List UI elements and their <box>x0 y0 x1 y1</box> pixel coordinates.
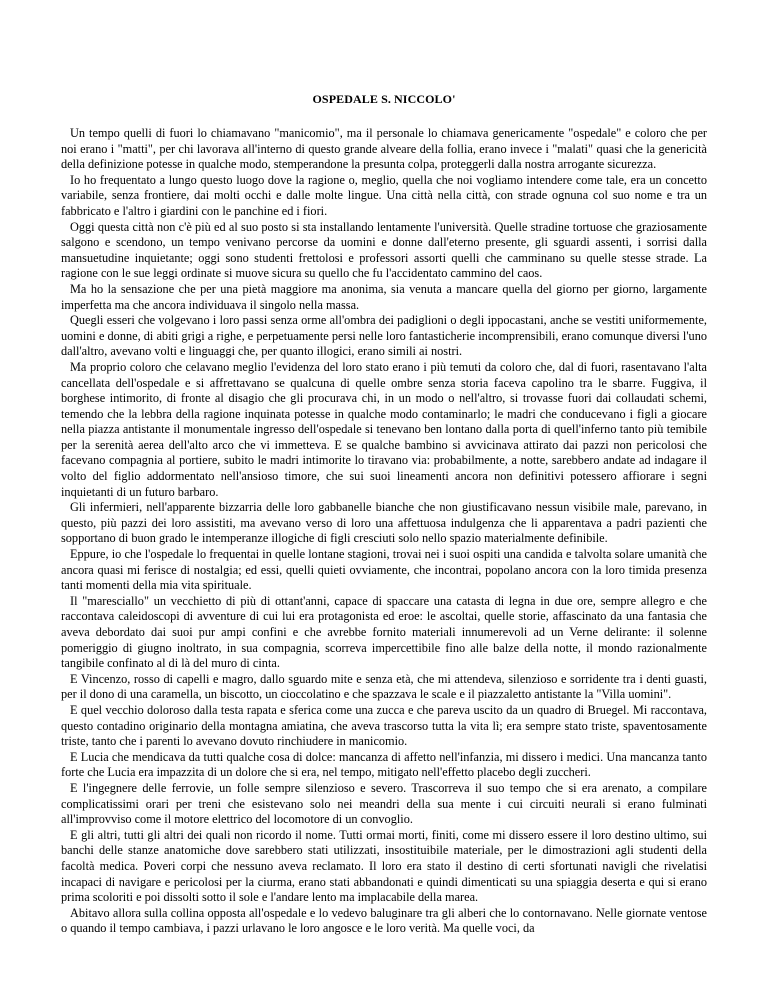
document-title: OSPEDALE S. NICCOLO' <box>312 92 456 106</box>
paragraph: Abitavo allora sulla collina opposta all'ospedale e lo vedevo baluginare tra gli alberi che lo contornavano. Nelle giornate ventose o quando il tempo cambiava, i pazzi urlavano le loro angosce e le loro verità. Ma quelle voci, da <box>61 905 707 936</box>
paragraph: E Vincenzo, rosso di capelli e magro, dallo sguardo mite e senza età, che mi attendeva, silenzioso e sorridente tra i denti guasti, per il dono di una caramella, un biscotto, un cioccolatino e che spazzava le scale e il piazzaletto antistante la "Villa uomini". <box>61 671 707 702</box>
paragraph: E gli altri, tutti gli altri dei quali non ricordo il nome. Tutti ormai morti, finiti, come mi dissero essere il loro destino ultimo, sui banchi delle stanze anatomiche dove sarebbero stati utilizzati, insostituibile materiale, per le dimostrazioni agli studenti della facoltà medica. Poveri corpi che nessuno aveva reclamato. Il loro era stato il destino di certi sfortunati navigli che rivelatisi incapaci di navigare e pericolosi per la ciurma, erano stati abbandonati e quindi dimenticati su una spiaggia deserta e qui si erano prima scoloriti e poi dissolti sotto il sole e l'andare lento ma implacabile della marea. <box>61 827 707 905</box>
document-page <box>61 0 707 994</box>
paragraph: E quel vecchio doloroso dalla testa rapata e sferica come una zucca e che pareva uscito da un quadro di Bruegel. Mi raccontava, questo contadino originario della montagna amiatina, che aveva trascorso tutta la vita lì; era sempre stato triste, spaventosamente triste, tanto che i parenti lo avevano dovuto rinchiudere in manicomio. <box>61 702 707 749</box>
paragraph: Un tempo quelli di fuori lo chiamavano "manicomio", ma il personale lo chiamava genericamente "ospedale" e coloro che per noi erano i "matti", per chi lavorava all'interno di questo grande alveare della follia, erano invece i "malati" quasi che la genericità della definizione potesse in qualche modo, stemperandone la presunta colpa, proteggerli dalla nostra arrogante sicurezza. <box>61 126 707 172</box>
paragraph: Ma ho la sensazione che per una pietà maggiore ma anonima, sia venuta a mancare quella del giorno per giorno, largamente imperfetta ma che ancora individuava il singolo nella massa. <box>61 281 707 312</box>
paragraph: Io ho frequentato a lungo questo luogo dove la ragione o, meglio, quella che noi vogliamo intendere come tale, era un concetto variabile, senza frontiere, dai molti occhi e dalle molte lingue. Una città nella città, con strade ognuna col suo nome e tra un fabbricato e l'altro i giardini con le panchine ed i fiori. <box>61 172 707 218</box>
paragraph: Ma proprio coloro che celavano meglio l'evidenza del loro stato erano i più temuti da coloro che, dal di fuori, rasentavano l'alta cancellata dell'ospedale e si affrettavano se qualcuna di quelle ombre senza storia faceva capolino tra le sbarre. Fuggiva, il borghese intimorito, di fronte al disagio che gli procurava chi, in un modo o nell'altro, si trovasse fuori dai collaudati schemi, temendo che la lebbra della ragione inquinata potesse in qualche modo contaminarlo; le madri che conducevano i figli a giocare nella piazza antistante il monumentale ingresso dell'ospedale si tenevano ben lontano dalla porta di quell'inferno tanto più temibile per la serenità aerea dell'alto arco che vi immetteva. E se qualche bambino si avvicinava attirato dai pazzi non pericolosi che facevano compagnia al portiere, subito le madri intimorite lo tiravano via: probabilmente, a notte, sarebbero andate ad indagare il volto del figlio addormentato nell'ansioso timore, che sui suoi lineamenti ancora non definitivi potessero affiorare i segni inquietanti di un futuro barbaro. <box>61 359 707 499</box>
paragraph: E Lucia che mendicava da tutti qualche cosa di dolce: mancanza di affetto nell'infanzia, mi dissero i medici. Una mancanza tanto forte che Lucia era impazzita di un dolore che si era, nel tempo, mitigato nell'effetto placebo degli zuccheri. <box>61 749 707 780</box>
document-body <box>61 126 707 937</box>
paragraph: Gli infermieri, nell'apparente bizzarria delle loro gabbanelle bianche che non giustificavano nessun visibile male, parevano, in questo, più pazzi dei loro assistiti, ma avevano verso di loro una affettuosa indulgenza che li apparentava a padri pazienti che sopportano di buon grado le intemperanze illogiche di figli cresciuti solo nello spazio materialmente definibile. <box>61 500 707 546</box>
paragraph: E l'ingegnere delle ferrovie, un folle sempre silenzioso e severo. Trascorreva il suo tempo che si era arenato, a compilare complicatissimi orari per treni che esistevano solo nei meandri della sua mente i cui circuiti neurali si erano fulminati all'improvviso come il motore elettrico del locomotore di un convoglio. <box>61 780 707 827</box>
paragraph: Quegli esseri che volgevano i loro passi senza orme all'ombra dei padiglioni o degli ippocastani, anche se vestiti uniformemente, uomini e donne, di abiti grigi a righe, e perpetuamente persi nelle loro fantasticherie incomprensibili, erano comunque diversi l'uno dall'altro, avevano volti e linguaggi che, per quanto illogici, erano simili ai nostri. <box>61 313 707 359</box>
paragraph: Il "maresciallo" un vecchietto di più di ottant'anni, capace di spaccare una catasta di legna in due ore, sempre allegro e che raccontava caleidoscopi di avventure di cui lui era protagonista ed eroe: le ascoltai, quelle storie, affascinato da una fantasia che aveva debordato dai suoi pur ampi confini e che avrebbe fornito materiali innumerevoli ad un Verne delirante: il solenne pomeriggio di giugno inoltrato, in sua compagnia, scorreva impercettibile fino alle balze della notte, il mondo razionalmente tangibile confinato al di là del muro di cinta. <box>61 593 707 671</box>
paragraph: Oggi questa città non c'è più ed al suo posto si sta installando lentamente l'università. Quelle stradine tortuose che graziosamente salgono e scendono, un tempo venivano percorse da uomini e donne dall'eterno presente, gli sguardi assenti, i sorrisi dalla mansuetudine inquietante; oggi sono studenti frettolosi e professori assorti quelli che camminano su quelle stesse strade. La ragione con le sue leggi ordinate si muove sicura su quello che fu l'accidentato cammino del caos. <box>61 219 707 281</box>
paragraph: Eppure, io che l'ospedale lo frequentai in quelle lontane stagioni, trovai nei i suoi ospiti una candida e talvolta solare umanità che ancora quasi mi ferisce di nostalgia; ed essi, quelli quieti ovviamente, che incontrai, popolano ancora con la loro timida presenza tanti momenti della mia vita spirituale. <box>61 547 707 593</box>
